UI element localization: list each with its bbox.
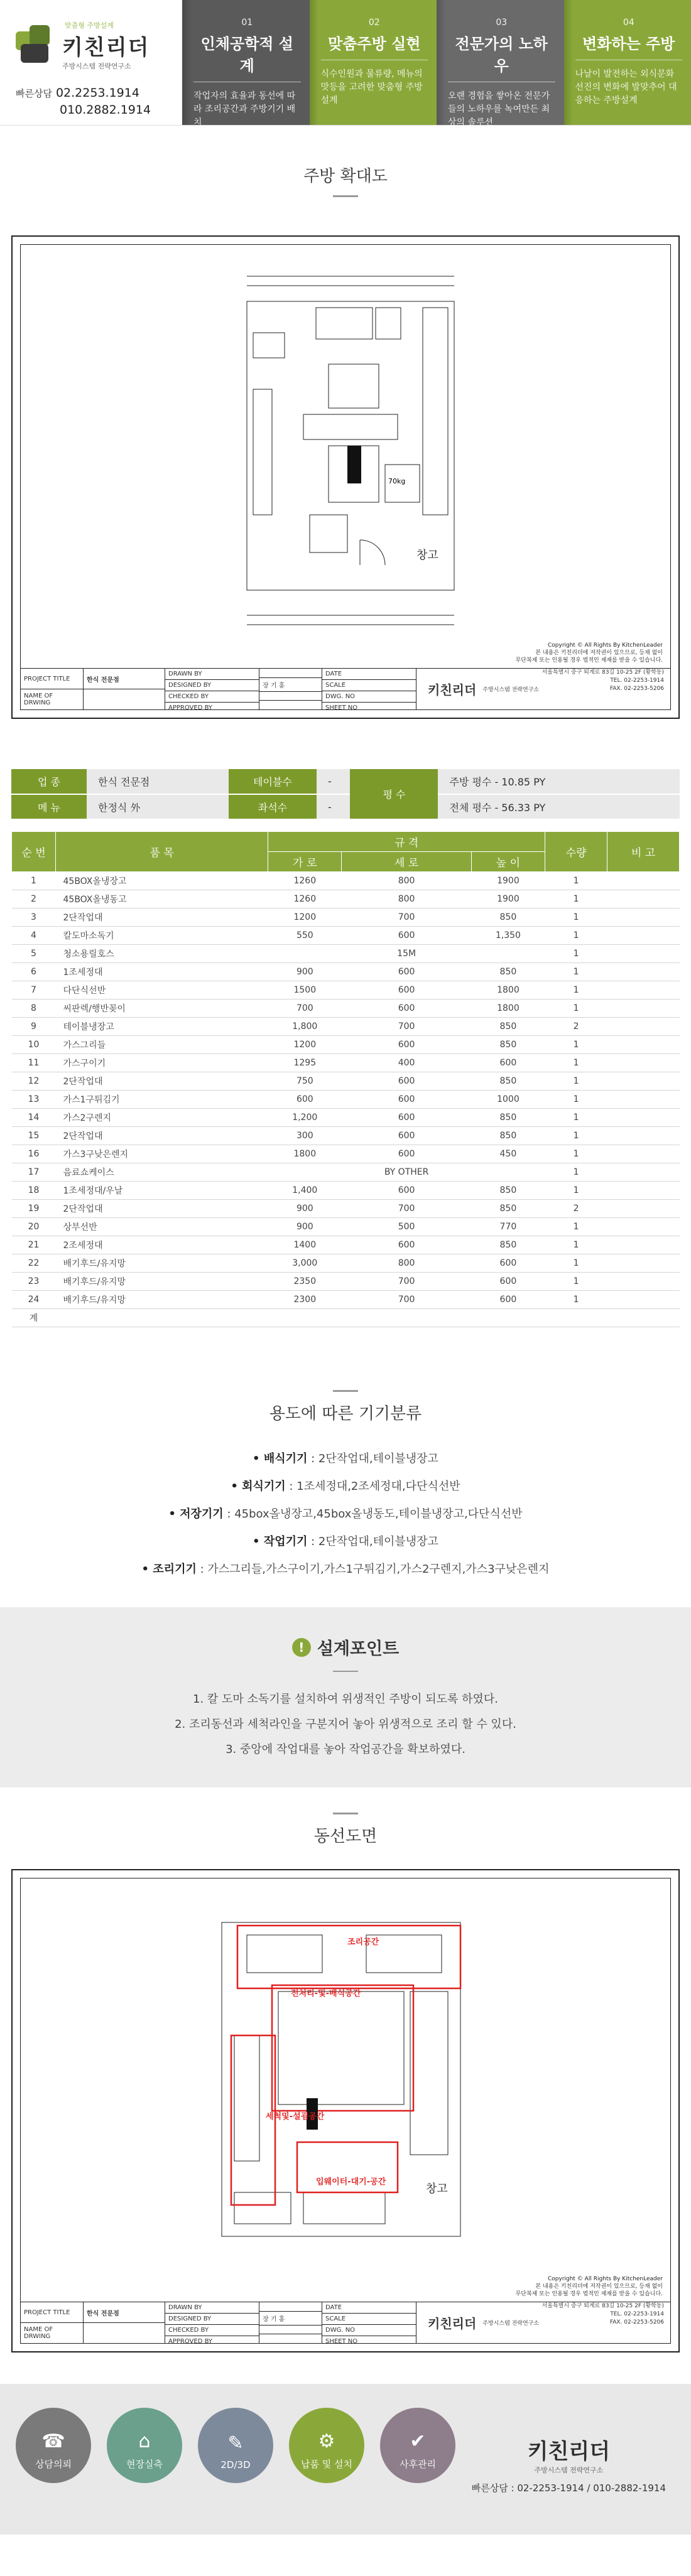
floor-plan-svg — [234, 264, 486, 653]
table-cell: 3 — [12, 908, 56, 927]
table-cell: 900 — [268, 1200, 342, 1218]
table-cell: 13 — [12, 1091, 56, 1109]
table-row — [12, 945, 680, 963]
table-cell — [607, 1218, 680, 1236]
table-row — [12, 890, 680, 908]
table-cell: 600 — [342, 1000, 471, 1018]
table-cell: 1 — [545, 1000, 607, 1018]
logo-mark-icon — [16, 25, 56, 65]
table-cell: 칼도마소독기 — [56, 927, 268, 945]
table-cell: 45BOX올냉동고 — [56, 890, 268, 908]
table-cell — [607, 1163, 680, 1182]
table-cell: 테이블냉장고 — [56, 1018, 268, 1036]
table-cell: 700 — [342, 1200, 471, 1218]
table-cell: 850 — [471, 1036, 545, 1054]
table-cell: 400 — [342, 1054, 471, 1072]
footer-logo[interactable] — [472, 2434, 666, 2494]
table-row — [12, 1163, 680, 1182]
feature-title: 인체공학적 설계 — [193, 31, 301, 82]
feature-title: 전문가의 노하우 — [448, 31, 555, 82]
table-cell — [607, 1018, 680, 1036]
table-cell: 600 — [268, 1091, 342, 1109]
table-cell: 770 — [471, 1218, 545, 1236]
table-row — [12, 1236, 680, 1254]
table-cell: 600 — [342, 1109, 471, 1127]
table-cell: 4 — [12, 927, 56, 945]
seats-value: - — [317, 794, 351, 819]
table-cell: 15M — [342, 945, 471, 963]
table-cell: 1 — [545, 1218, 607, 1236]
menu-label: 메 뉴 — [11, 794, 87, 819]
table-cell: 1260 — [268, 872, 342, 890]
table-cell: 850 — [471, 1018, 545, 1036]
title-block-logo-sub: 주방시스템 전략연구소 — [482, 687, 540, 693]
table-cell: 600 — [342, 1182, 471, 1200]
site-icon: ⌂ — [138, 2430, 151, 2452]
col-note: 비 고 — [607, 832, 680, 872]
table-cell: 1,800 — [268, 1018, 342, 1036]
table-cell: 600 — [342, 1091, 471, 1109]
kitchen-plan-drawing — [11, 235, 680, 719]
table-cell — [607, 1291, 680, 1309]
table-cell: 1 — [545, 1054, 607, 1072]
feature-desc: 나날이 발전하는 외식문화 선진의 변화에 발맞추어 대응하는 주방설계 — [575, 69, 677, 105]
feature-title: 변화하는 주방 — [575, 31, 683, 60]
logo-tagline: 맞춤형 주방설계 — [65, 21, 114, 30]
table-cell: 850 — [471, 1127, 545, 1145]
table-cell: 1,400 — [268, 1182, 342, 1200]
table-cell: 2300 — [268, 1291, 342, 1309]
col-width: 가 로 — [268, 852, 342, 872]
consult-icon: ☎ — [41, 2430, 65, 2452]
table-cell: 1 — [545, 1236, 607, 1254]
usage-section — [0, 1390, 691, 1583]
table-cell — [607, 927, 680, 945]
table-cell: 600 — [471, 1291, 545, 1309]
footer-logo-sub: 주방시스템 전략연구소 — [534, 2466, 604, 2474]
table-cell — [268, 1163, 342, 1182]
table-row — [12, 1182, 680, 1200]
table-cell: 1800 — [471, 981, 545, 1000]
logo[interactable] — [16, 19, 170, 71]
table-cell: 1 — [545, 1127, 607, 1145]
table-cell: 1조세정대 — [56, 963, 268, 981]
table-cell: 1 — [545, 890, 607, 908]
col-height: 높 이 — [471, 852, 545, 872]
table-cell: 1260 — [268, 890, 342, 908]
table-cell: 1000 — [471, 1091, 545, 1109]
table-cell: 550 — [268, 927, 342, 945]
table-cell: 700 — [342, 908, 471, 927]
table-cell: 17 — [12, 1163, 56, 1182]
table-cell: 1 — [545, 1145, 607, 1163]
point-title: 설계포인트 — [317, 1639, 400, 1659]
table-cell: 600 — [342, 963, 471, 981]
feature-desc: 식수인원과 물류량, 메뉴의 맛등을 고려한 맞춤형 주방설계 — [320, 69, 423, 105]
footer-logo-name: 키친리더 — [527, 2439, 611, 2464]
usage-item: • 회식기기 : 1조세정대,2조세정대,다단식선반 — [231, 1480, 460, 1493]
table-cell: 2단작업대 — [56, 1072, 268, 1091]
table-cell: 1 — [545, 1291, 607, 1309]
table-row — [12, 908, 680, 927]
table-cell: 가스그리들 — [56, 1036, 268, 1054]
page-header — [0, 0, 691, 126]
table-cell: 1 — [12, 872, 56, 890]
table-cell: 850 — [471, 1072, 545, 1091]
table-cell — [607, 1236, 680, 1254]
kitchen-area: 주방 평수 - 10.85 PY — [438, 769, 680, 794]
table-cell: 8 — [12, 1000, 56, 1018]
table-row — [12, 1200, 680, 1218]
table-cell — [607, 1254, 680, 1273]
equipment-table — [11, 831, 680, 1327]
after-button[interactable] — [380, 2408, 455, 2483]
section-title-text: 주방 확대도 — [303, 167, 388, 186]
table-cell: 800 — [342, 872, 471, 890]
table-row — [12, 1291, 680, 1309]
feature-desc: 오랜 경험을 쌓아온 전문가들의 노하우를 녹여만든 최상의 솔루션 — [448, 91, 550, 127]
footer-icon-label: 납품 및 설치 — [301, 2459, 352, 2470]
table-cell: 배기후드/유지망 — [56, 1291, 268, 1309]
table-cell: 1 — [545, 945, 607, 963]
table-cell: 10 — [12, 1036, 56, 1054]
table-row — [12, 1254, 680, 1273]
flow-zone-wash: 세척및-설굄공간 — [266, 2112, 325, 2121]
table-cell: 700 — [342, 1273, 471, 1291]
section-title-plan — [0, 126, 691, 229]
table-cell: 20 — [12, 1218, 56, 1236]
table-cell — [607, 1127, 680, 1145]
footer — [0, 2384, 691, 2535]
design-button[interactable] — [198, 2408, 273, 2483]
delivery-button[interactable] — [289, 2408, 364, 2483]
table-cell: 1900 — [471, 872, 545, 890]
table-cell — [607, 1036, 680, 1054]
tables-label: 테이블수 — [229, 769, 317, 794]
table-cell: 1 — [545, 981, 607, 1000]
table-cell: 배기후드/유지망 — [56, 1273, 268, 1291]
table-row — [12, 1000, 680, 1018]
usage-item: • 작업기기 : 2단작업대,테이블냉장고 — [253, 1535, 438, 1548]
flow-zone-prep: 전처리-및-배식공간 — [291, 1989, 361, 1998]
table-cell: 600 — [342, 1072, 471, 1091]
project-info-table — [11, 769, 680, 820]
col-depth: 세 로 — [342, 852, 471, 872]
table-cell — [607, 963, 680, 981]
table-cell: 9 — [12, 1018, 56, 1036]
table-cell: 2 — [12, 890, 56, 908]
design-point-section — [0, 1607, 691, 1787]
title-block: PROJECT TITLE NAME OF DRWING 한식 전문점 DRAWN BY DESIGNED BY CHECKED BY APPROVED BY 장 기 홍 DATE SCALE DWG. NO SHEET NO 키친리더 주방시스템 전략연구소 서울특별시 중구 퇴계로 83길 10-25 2F (황학동) TEL. 02-2253-1914 FAX. 02-2253-5206 — [21, 668, 670, 709]
table-cell: 1 — [545, 1072, 607, 1091]
feature-desc: 작업자의 효율과 동선에 따라 조리공간과 주방기기 배치 — [193, 91, 296, 127]
table-cell: 850 — [471, 963, 545, 981]
table-cell: 2단작업대 — [56, 1200, 268, 1218]
table-cell — [607, 1000, 680, 1018]
table-cell: 1 — [545, 927, 607, 945]
table-cell: 3,000 — [268, 1254, 342, 1273]
flow-zone-waiter: 입웨이터-대기-공간 — [316, 2177, 386, 2187]
feature-num: 02 — [368, 18, 380, 28]
table-cell: 2350 — [268, 1273, 342, 1291]
biz-label: 업 종 — [11, 769, 87, 794]
table-cell: 청소용릴호스 — [56, 945, 268, 963]
table-cell: 19 — [12, 1200, 56, 1218]
exclamation-icon: ! — [292, 1638, 311, 1657]
table-cell: 850 — [471, 1109, 545, 1127]
table-cell: 16 — [12, 1145, 56, 1163]
table-row — [12, 1072, 680, 1091]
seats-label: 좌석수 — [229, 794, 317, 819]
table-cell: 21 — [12, 1236, 56, 1254]
table-cell: 1,200 — [268, 1109, 342, 1127]
table-cell — [607, 1072, 680, 1091]
after-icon: ✔ — [410, 2430, 426, 2452]
col-item: 품 목 — [56, 832, 268, 872]
menu-value: 한정식 外 — [87, 794, 229, 819]
table-cell: 23 — [12, 1273, 56, 1291]
svg-text:70kg: 70kg — [388, 477, 406, 485]
table-cell: 1200 — [268, 1036, 342, 1054]
point-line: 1. 칼 도마 소독기를 설치하여 위생적인 주방이 되도록 하였다. — [193, 1693, 498, 1706]
table-cell: 1 — [545, 872, 607, 890]
table-row — [12, 1127, 680, 1145]
table-cell: 2단작업대 — [56, 1127, 268, 1145]
point-line: 3. 중앙에 작업대를 놓아 작업공간을 확보하였다. — [226, 1743, 465, 1756]
table-cell — [607, 981, 680, 1000]
table-cell — [607, 1091, 680, 1109]
table-cell: 7 — [12, 981, 56, 1000]
table-cell: 1800 — [471, 1000, 545, 1018]
phone-2[interactable]: 010.2882.1914 — [60, 103, 151, 117]
table-cell: 850 — [471, 1182, 545, 1200]
logo-name: 키친리더 — [62, 35, 150, 60]
table-cell: 800 — [342, 890, 471, 908]
table-cell: 가스1구튀김기 — [56, 1091, 268, 1109]
table-cell: 850 — [471, 1236, 545, 1254]
table-cell: 1 — [545, 1091, 607, 1109]
table-cell: 1900 — [471, 890, 545, 908]
table-cell: 600 — [342, 1036, 471, 1054]
table-row — [12, 963, 680, 981]
feature-num: 03 — [496, 18, 508, 28]
feature-2 — [310, 0, 437, 125]
table-cell: 씨판렉/행반꽂이 — [56, 1000, 268, 1018]
table-cell: 450 — [471, 1145, 545, 1163]
table-row — [12, 1109, 680, 1127]
table-cell: 2 — [545, 1200, 607, 1218]
room-label-storage-2: 창고 — [426, 2182, 448, 2196]
table-cell — [607, 908, 680, 927]
table-total-row: 계 — [12, 1309, 680, 1327]
table-cell: 다단식선반 — [56, 981, 268, 1000]
footer-icons — [16, 2408, 455, 2483]
footer-icon-label: 2D/3D — [220, 2459, 251, 2471]
table-cell — [607, 1054, 680, 1072]
table-cell: 600 — [342, 1145, 471, 1163]
table-cell — [471, 945, 545, 963]
table-cell: 300 — [268, 1127, 342, 1145]
table-cell: 1400 — [268, 1236, 342, 1254]
contact-label: 빠른상담 — [16, 88, 52, 99]
table-cell: 배기후드/유지망 — [56, 1254, 268, 1273]
table-cell: 700 — [342, 1291, 471, 1309]
table-cell — [607, 1200, 680, 1218]
tables-value: - — [317, 769, 351, 794]
feature-3 — [437, 0, 564, 125]
phone-1[interactable]: 02.2253.1914 — [55, 86, 139, 100]
table-cell: 1 — [545, 963, 607, 981]
copyright-note-2: Copyright © All Rights By KitchenLeader 본 내용은 키친리더에 저작권이 있으므로, 등재 없이 무단복제 또는 인용될 경우 법적인 제재를 받을 수 있습니다. — [515, 2276, 663, 2297]
footer-icon-label: 사후관리 — [400, 2459, 436, 2470]
table-cell: 1500 — [268, 981, 342, 1000]
table-cell: 600 — [342, 1127, 471, 1145]
usage-item: • 배식기기 : 2단작업대,테이블냉장고 — [253, 1452, 438, 1465]
table-cell: 600 — [471, 1273, 545, 1291]
table-cell: 가스구이기 — [56, 1054, 268, 1072]
feature-1 — [182, 0, 310, 125]
table-row — [12, 1036, 680, 1054]
table-cell: 1,350 — [471, 927, 545, 945]
feature-4 — [564, 0, 691, 125]
table-cell: 2 — [545, 1018, 607, 1036]
footer-icon-label: 상담의뢰 — [35, 2459, 72, 2470]
table-cell — [607, 1145, 680, 1163]
usage-title: 용도에 따른 기기분류 — [269, 1404, 422, 1423]
footer-icon-label: 현장실측 — [126, 2459, 163, 2470]
room-label-storage: 창고 — [416, 549, 438, 562]
table-row — [12, 927, 680, 945]
copyright-note: Copyright © All Rights By KitchenLeader 본 내용은 키친리더에 저작권이 있으므로, 등재 없이 무단복제 또는 인용될 경우 법적인 제재를 받을 수 있습니다. — [515, 642, 663, 664]
table-row — [12, 872, 680, 890]
col-spec: 규 격 — [268, 832, 545, 852]
flow-plan-svg — [209, 1891, 473, 2280]
table-cell — [607, 1109, 680, 1127]
area-label: 평 수 — [350, 769, 438, 819]
title-block-2: PROJECT TITLE NAME OF DRWING 한식 전문점 DRAWN BY DESIGNED BY CHECKED BY APPROVED BY 장 기 홍 DATE SCALE DWG. NO SHEET NO 키친리더 주방시스템 전략연구소 서울특별시 중구 퇴계로 83길 10-25 2F (황학동) TEL. 02-2253-1914 FAX. 02-2253-5206 — [21, 2302, 670, 2343]
table-cell — [471, 1163, 545, 1182]
table-row — [12, 1054, 680, 1072]
table-cell: 24 — [12, 1291, 56, 1309]
design-icon: ✎ — [227, 2432, 244, 2454]
usage-item: • 저장기기 : 45box올냉장고,45box올냉동도,테이블냉장고,다단식선반 — [168, 1507, 523, 1521]
table-cell: 1 — [545, 1163, 607, 1182]
table-cell: 가스2구렌지 — [56, 1109, 268, 1127]
flow-zone-cooking: 조리공간 — [347, 1937, 379, 1947]
table-cell: 18 — [12, 1182, 56, 1200]
table-cell — [607, 1182, 680, 1200]
table-cell: 15 — [12, 1127, 56, 1145]
logo-subtitle: 주방시스템 전략연구소 — [62, 62, 131, 70]
biz-value: 한식 전문점 — [87, 769, 229, 794]
feature-num: 01 — [241, 18, 253, 28]
usage-list — [0, 1445, 691, 1583]
table-cell: 음료쇼케이스 — [56, 1163, 268, 1182]
table-cell: 700 — [342, 1018, 471, 1036]
table-row — [12, 1218, 680, 1236]
table-cell: 850 — [471, 908, 545, 927]
table-cell: 45BOX올냉장고 — [56, 872, 268, 890]
point-line: 2. 조리동선과 세척라인을 구분지어 놓아 위생적으로 조리 할 수 있다. — [175, 1718, 516, 1731]
section-title-flow — [0, 1787, 691, 1869]
feature-title: 맞춤주방 실현 — [321, 31, 428, 60]
table-cell: 600 — [471, 1054, 545, 1072]
contact-block — [16, 85, 170, 119]
table-cell: 1 — [545, 1254, 607, 1273]
title-block-logo: 키친리더 — [428, 682, 477, 698]
table-cell: 가스3구낮은렌지 — [56, 1145, 268, 1163]
table-cell: 750 — [268, 1072, 342, 1091]
consult-button[interactable] — [16, 2408, 91, 2483]
table-cell: 1 — [545, 1109, 607, 1127]
table-row — [12, 1018, 680, 1036]
table-cell: 800 — [342, 1254, 471, 1273]
table-cell: 1조세정대/우날 — [56, 1182, 268, 1200]
site-button[interactable] — [107, 2408, 182, 2483]
brand-block — [0, 0, 182, 125]
table-cell: 600 — [342, 981, 471, 1000]
table-cell: 700 — [268, 1000, 342, 1018]
total-area: 전체 평수 - 56.33 PY — [438, 794, 680, 819]
table-cell — [607, 872, 680, 890]
table-cell: 11 — [12, 1054, 56, 1072]
table-cell: 600 — [342, 1236, 471, 1254]
table-cell: 14 — [12, 1109, 56, 1127]
table-cell: 22 — [12, 1254, 56, 1273]
flow-plan-drawing — [11, 1869, 680, 2352]
table-cell: 5 — [12, 945, 56, 963]
table-cell: 상부선반 — [56, 1218, 268, 1236]
table-cell: 850 — [471, 1200, 545, 1218]
table-cell: 600 — [471, 1254, 545, 1273]
table-cell — [607, 890, 680, 908]
footer-contact: 빠른상담 : 02-2253-1914 / 010-2882-1914 — [471, 2482, 666, 2494]
table-cell: 2조세정대 — [56, 1236, 268, 1254]
table-row — [12, 1145, 680, 1163]
table-row — [12, 1273, 680, 1291]
feature-num: 04 — [623, 18, 634, 28]
table-cell — [607, 1273, 680, 1291]
table-cell: 1 — [545, 1273, 607, 1291]
table-cell: 6 — [12, 963, 56, 981]
table-cell: 1295 — [268, 1054, 342, 1072]
table-cell: 12 — [12, 1072, 56, 1091]
table-row — [12, 981, 680, 1000]
usage-item: • 조리기기 : 가스그리들,가스구이기,가스1구튀김기,가스2구렌지,가스3구낮은렌지 — [141, 1563, 550, 1576]
table-cell: 1800 — [268, 1145, 342, 1163]
table-cell: 900 — [268, 963, 342, 981]
table-cell: 500 — [342, 1218, 471, 1236]
table-cell: 1 — [545, 1182, 607, 1200]
table-cell: 1200 — [268, 908, 342, 927]
section-title-text: 동선도면 — [313, 1827, 378, 1846]
table-cell: 2단작업대 — [56, 908, 268, 927]
col-qty: 수량 — [545, 832, 607, 872]
table-cell: 600 — [342, 927, 471, 945]
table-cell — [607, 945, 680, 963]
table-cell: BY OTHER — [342, 1163, 471, 1182]
col-no: 순 번 — [12, 832, 56, 872]
delivery-icon: ⚙ — [318, 2430, 335, 2452]
table-cell — [268, 945, 342, 963]
table-cell: 1 — [545, 1036, 607, 1054]
table-cell: 900 — [268, 1218, 342, 1236]
table-cell: 1 — [545, 908, 607, 927]
table-row — [12, 1091, 680, 1109]
